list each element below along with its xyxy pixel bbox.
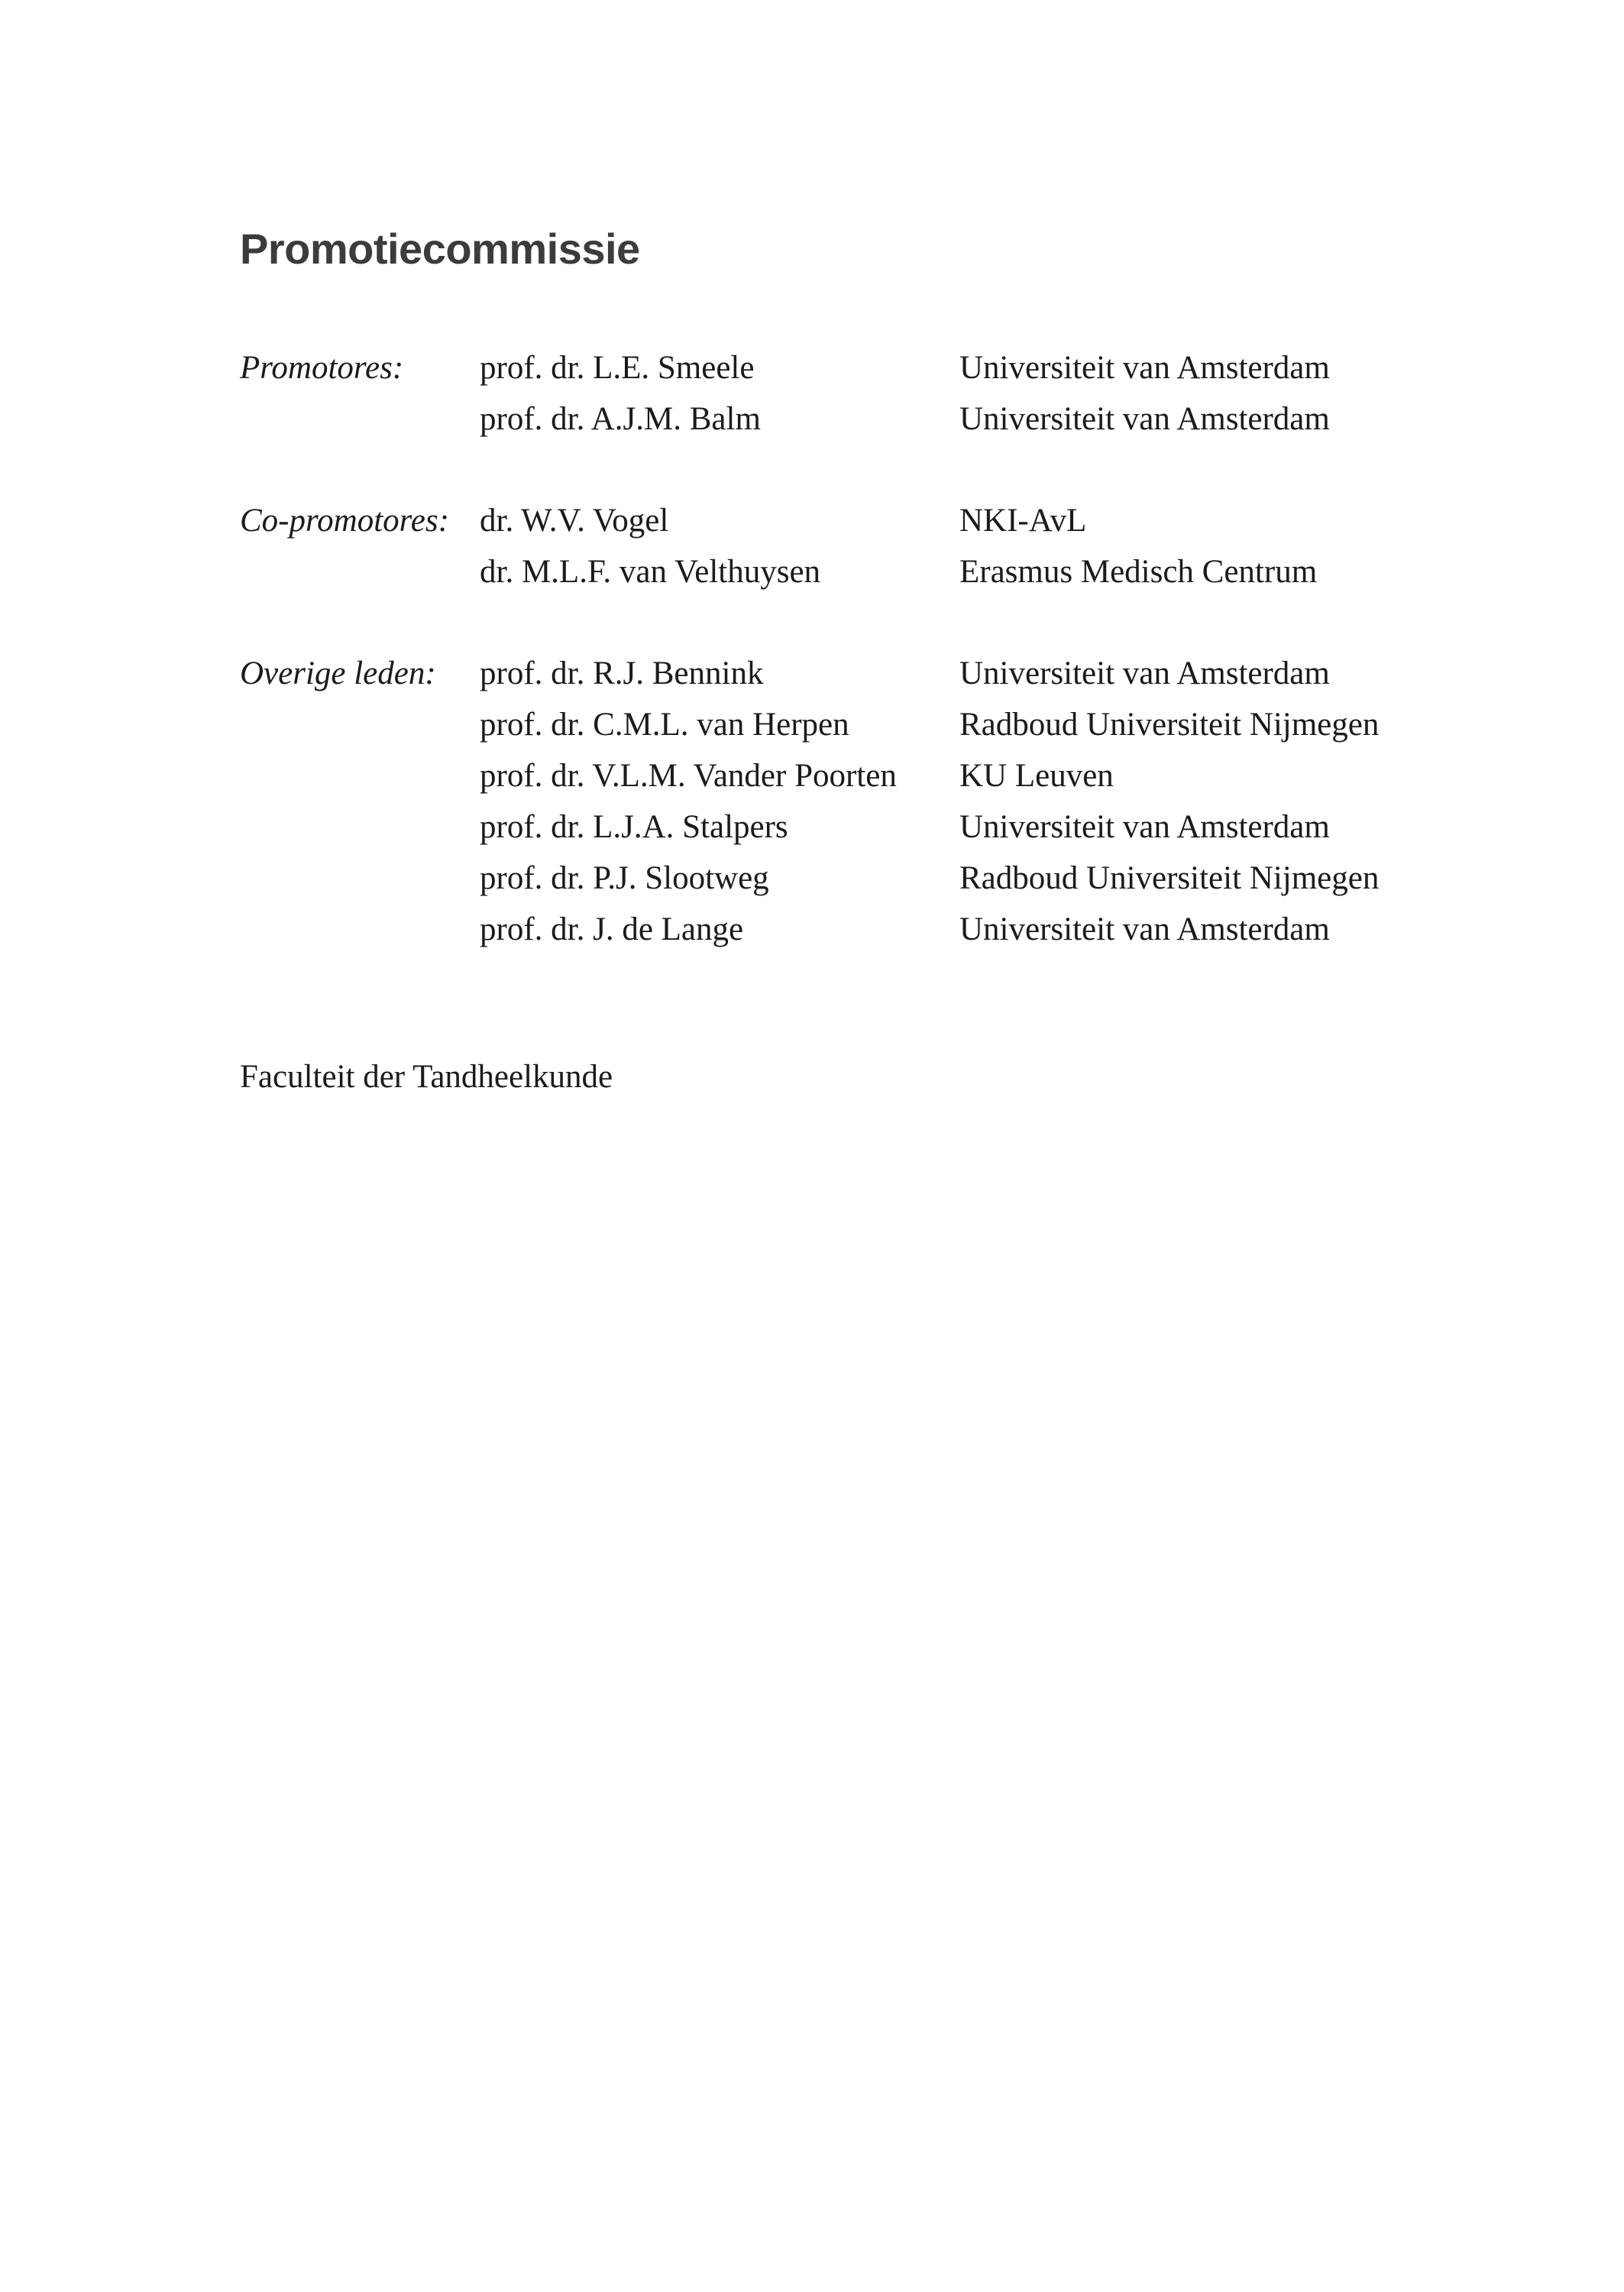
group-co-promotores [240,495,1433,597]
faculty-name: Faculteit der Tandheelkunde [240,1059,613,1095]
member-affiliation: KU Leuven [959,758,1114,794]
member-name: prof. dr. A.J.M. Balm [480,401,761,437]
role-spacer [240,853,480,904]
committee-row [240,904,1433,955]
role-spacer [240,546,480,597]
committee-row [240,393,1433,445]
member-affiliation: Radboud Universiteit Nijmegen [959,860,1380,896]
member-affiliation: Universiteit van Amsterdam [959,656,1330,691]
role-spacer [240,750,480,801]
member-affiliation: Universiteit van Amsterdam [959,350,1330,386]
member-name: prof. dr. L.J.A. Stalpers [480,809,788,845]
member-name: prof. dr. C.M.L. van Herpen [480,707,849,743]
committee-row [240,801,1433,853]
role-label: Overige leden: [240,656,436,691]
member-affiliation: Radboud Universiteit Nijmegen [959,707,1380,743]
role-spacer [240,904,480,955]
committee-row [240,495,1433,546]
committee-row [240,546,1433,597]
member-affiliation: Erasmus Medisch Centrum [959,554,1318,590]
role-spacer [240,801,480,853]
member-name: dr. W.V. Vogel [480,503,669,539]
committee-row [240,750,1433,801]
role-label: Promotores: [240,350,404,386]
member-name: prof. dr. V.L.M. Vander Poorten [480,758,897,794]
committee-row [240,853,1433,904]
member-affiliation: Universiteit van Amsterdam [959,401,1330,437]
group-overige-leden [240,648,1433,955]
member-name: prof. dr. J. de Lange [480,911,744,947]
committee-row [240,699,1433,750]
member-affiliation: Universiteit van Amsterdam [959,911,1330,947]
role-spacer [240,393,480,445]
group-promotores [240,342,1433,445]
member-name: dr. M.L.F. van Velthuysen [480,554,821,590]
role-spacer [240,699,480,750]
member-affiliation: Universiteit van Amsterdam [959,809,1330,845]
committee-row [240,342,1433,393]
member-name: prof. dr. R.J. Bennink [480,656,764,691]
page-title: Promotiecommissie [240,225,640,273]
member-affiliation: NKI-AvL [959,503,1087,539]
committee-row [240,648,1433,699]
member-name: prof. dr. P.J. Slootweg [480,860,769,896]
committee-list [240,342,1433,1005]
member-name: prof. dr. L.E. Smeele [480,350,755,386]
role-label: Co-promotores: [240,503,449,539]
